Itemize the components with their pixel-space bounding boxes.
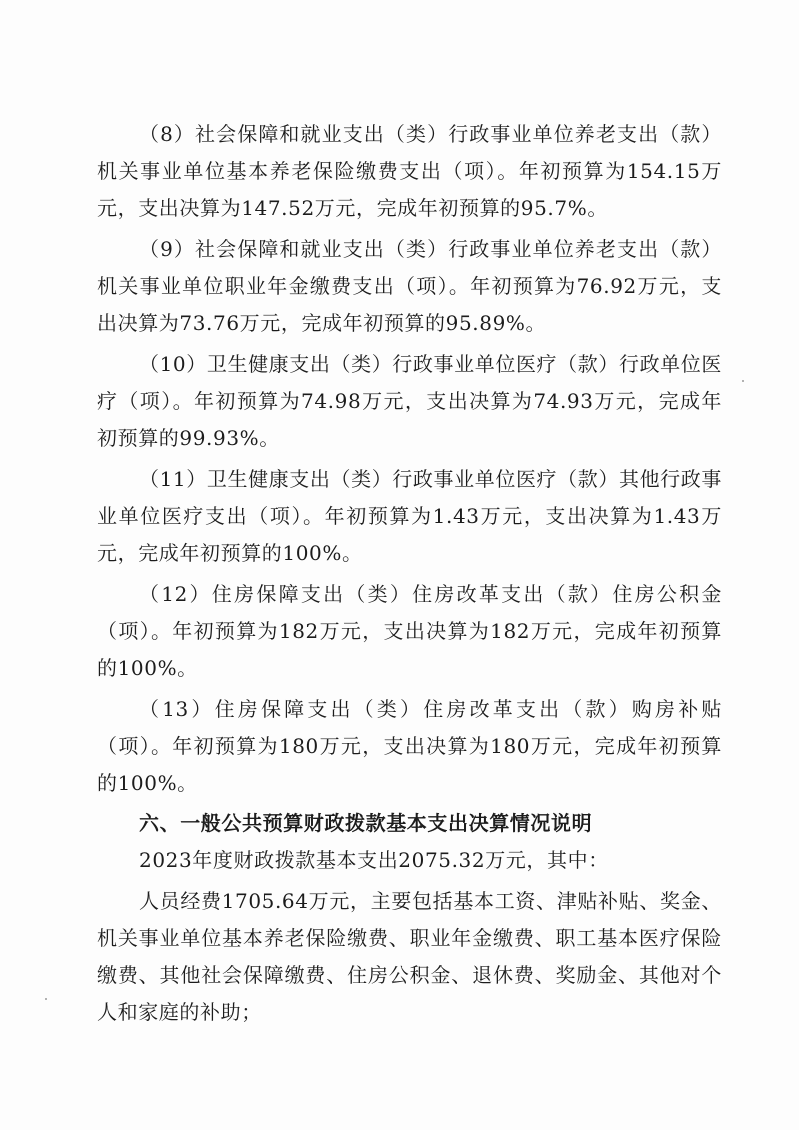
section-intro: 2023年度财政拨款基本支出2075.32万元，其中：: [139, 848, 609, 872]
paragraph-item-11: （11）卫生健康支出（类）行政事业单位医疗（款）其他行政事业单位医疗支出（项）。年初预算为1.43万元，支出决算为1.43万元，完成年初预算的100%。: [97, 467, 722, 565]
paragraph-item-13: （13）住房保障支出（类）住房改革支出（款）购房补贴（项）。年初预算为180万元，支出决算为180万元，完成年初预算的100%。: [97, 697, 722, 795]
personnel-expense-paragraph: 人员经费1705.64万元，主要包括基本工资、津贴补贴、奖金、机关事业单位基本养老保险缴费、职业年金缴费、职工基本医疗保险缴费、其他社会保障缴费、住房公积金、退休费、奖励金、其他对个人和家庭的补助；: [97, 889, 722, 1024]
paragraph-item-12: （12）住房保障支出（类）住房改革支出（款）住房公积金（项）。年初预算为182万元，支出决算为182万元，完成年初预算的100%。: [97, 582, 722, 680]
scan-speck: [45, 998, 47, 1000]
paragraph-item-9: （9）社会保障和就业支出（类）行政事业单位养老支出（款）机关事业单位职业年金缴费支出（项）。年初预算为76.92万元，支出决算为73.76万元，完成年初预算的95.89%。: [97, 237, 722, 335]
section-heading: 六、一般公共预算财政拨款基本支出决算情况说明: [139, 811, 593, 835]
paragraph-item-10: （10）卫生健康支出（类）行政事业单位医疗（款）行政单位医疗（项）。年初预算为74.98万元，支出决算为74.93万元，完成年初预算的99.93%。: [97, 352, 722, 450]
paragraph-item-8: （8）社会保障和就业支出（类）行政事业单位养老支出（款）机关事业单位基本养老保险缴费支出（项）。年初预算为154.15万元，支出决算为147.52万元，完成年初预算的95.7%。: [97, 122, 722, 220]
scan-speck: [742, 380, 744, 382]
document-body: [97, 116, 722, 1031]
